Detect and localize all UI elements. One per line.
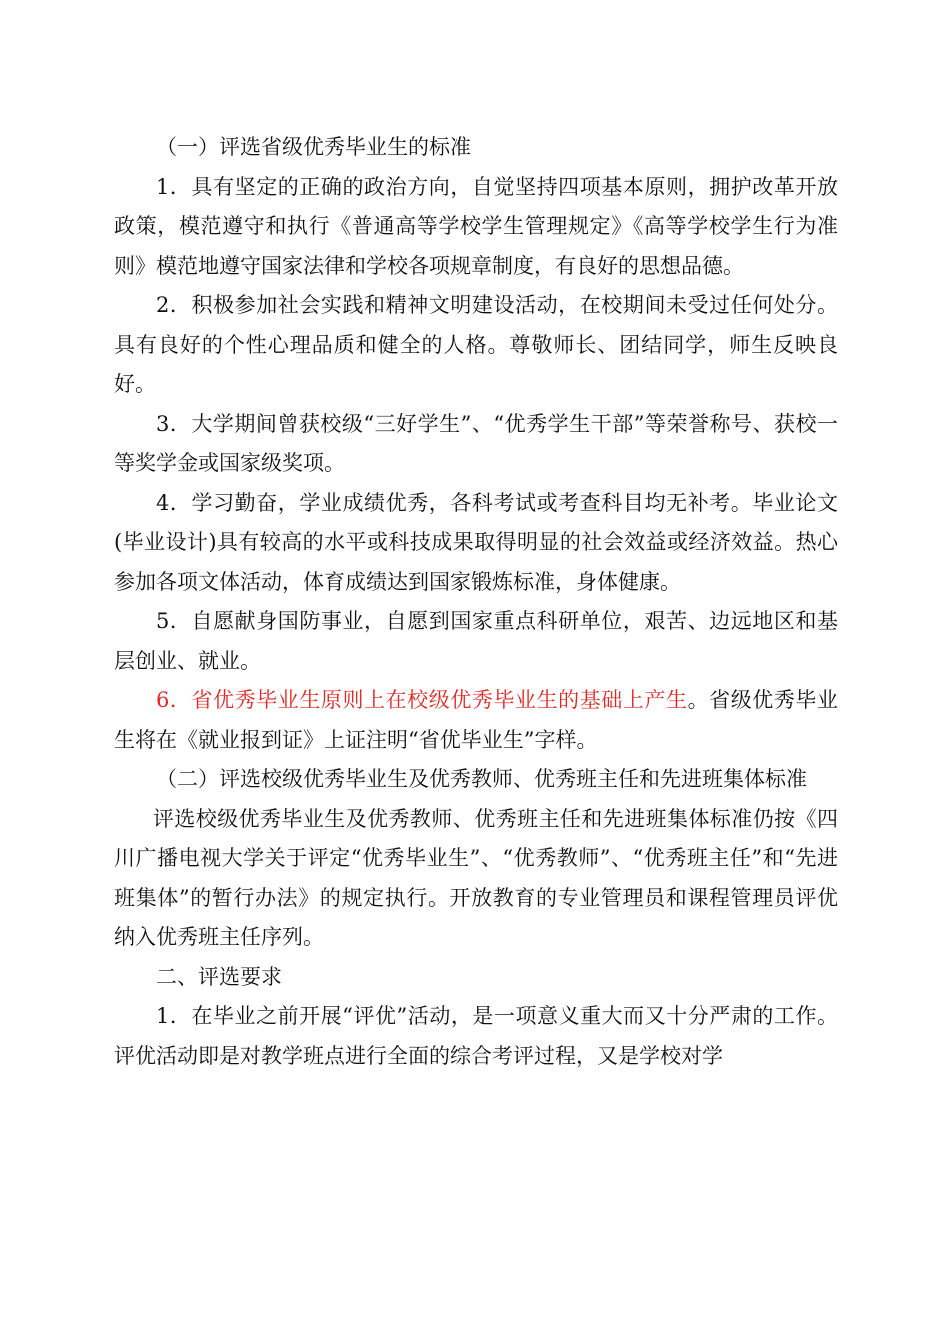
standard-item-6	[114, 681, 838, 760]
standard-item-4: 4．学习勤奋，学业成绩优秀，各科考试或考查科目均无补考。毕业论文(毕业设计)具有较高的水平或科技成果取得明显的社会效益或经济效益。热心参加各项文体活动，体育成绩达到国家锻炼标准，身体健康。	[114, 490, 838, 594]
standard-item-2: 2．积极参加社会实践和精神文明建设活动，在校期间未受过任何处分。具有良好的个性心理品质和健全的人格。尊敬师长、团结同学，师生反映良好。	[114, 293, 838, 396]
item-6-highlight: 省优秀毕业生原则上在校级优秀毕业生的基础上产生	[191, 688, 688, 712]
standard-item-3: 3．大学期间曾获校级“三好学生”、“优秀学生干部”等荣誉称号、获校一等奖学金或国家级奖项。	[114, 411, 838, 475]
requirement-item-1: 1．在毕业之前开展“评优”活动，是一项意义重大而又十分严肃的工作。评优活动即是对教学班点进行全面的综合考评过程，又是学校对学	[114, 1004, 838, 1068]
heading-school-standards: （二）评选校级优秀毕业生及优秀教师、优秀班主任和先进班集体标准	[156, 767, 807, 791]
heading-provincial-standards: （一）评选省级优秀毕业生的标准	[156, 135, 471, 159]
document-page	[114, 128, 838, 1076]
standard-item-5: 5．自愿献身国防事业，自愿到国家重点科研单位，艰苦、边远地区和基层创业、就业。	[114, 609, 838, 673]
item-6-number: 6．	[156, 688, 192, 712]
heading-requirements: 二、评选要求	[156, 964, 282, 989]
school-standards-paragraph: 评选校级优秀毕业生及优秀教师、优秀班主任和先进班集体标准仍按《四川广播电视大学关于评定“优秀毕业生”、“优秀教师”、“优秀班主任”和“先进班集体”的暂行办法》的规定执行。开放教育的专业管理员和课程管理员评优纳入优秀班主任序列。	[114, 806, 838, 949]
item-6-rest: 。省级优秀毕业生将在《就业报到证》上证注明“省优毕业生”字样。	[114, 688, 838, 752]
standard-item-1: 1．具有坚定的正确的政治方向，自觉坚持四项基本原则，拥护改革开放政策，模范遵守和执行《普通高等学校学生管理规定》《高等学校学生行为准则》模范地遵守国家法律和学校各项规章制度，有良好的思想品德。	[114, 174, 838, 278]
